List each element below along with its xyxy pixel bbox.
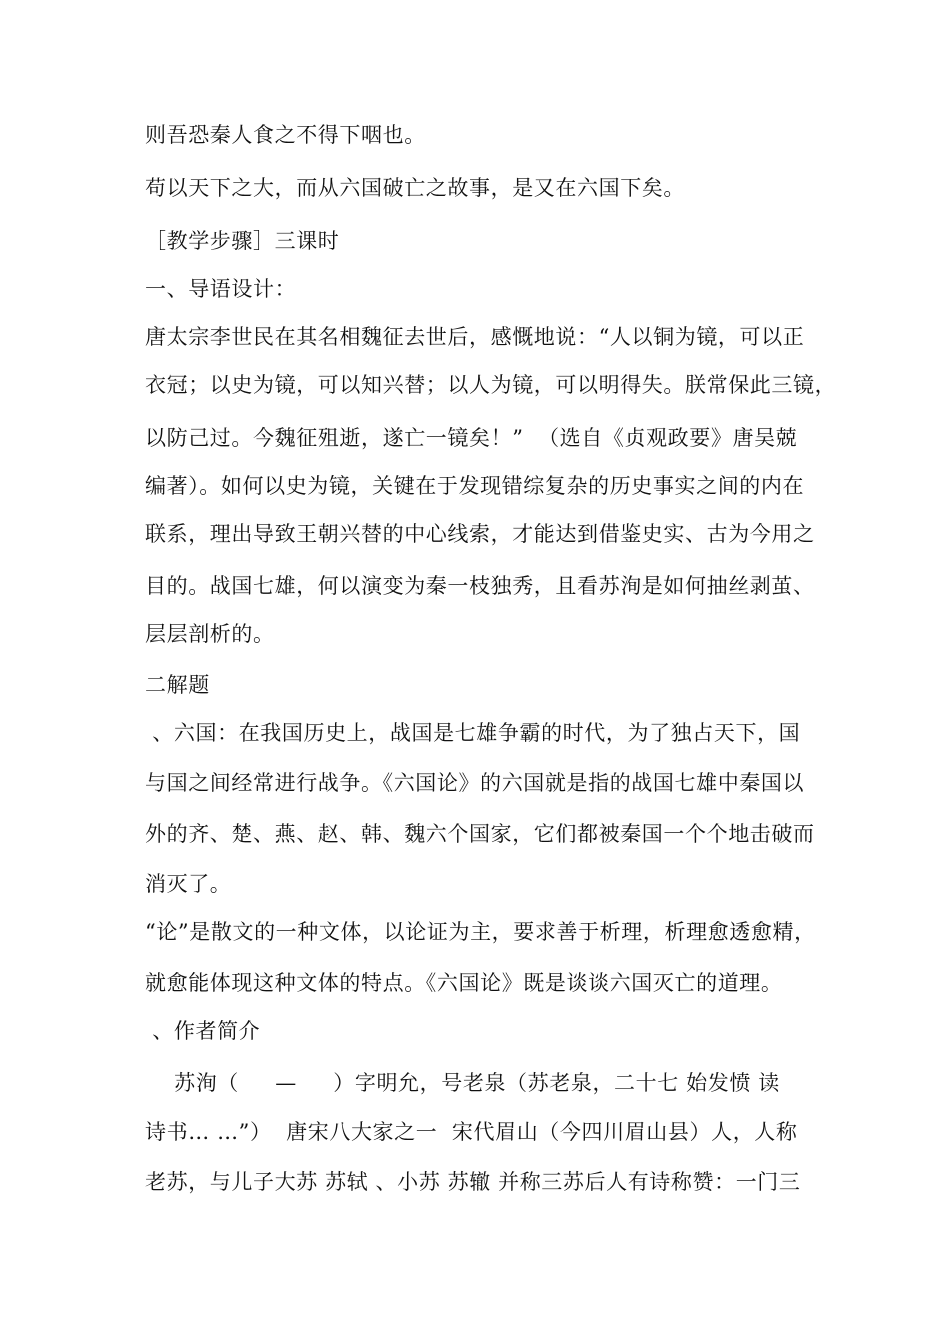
text-line-7: 以防己过。今魏征殂逝，遂亡一镜矣！” （选自《贞观政要》唐吴兢 <box>145 426 798 450</box>
text-line-10: 目的。战国七雄，何以演变为秦一枝独秀，且看苏洵是如何抽丝剥茧、 <box>145 574 815 598</box>
text-line-6: 衣冠；以史为镜，可以知兴替；以人为镜，可以明得失。朕常保此三镜， <box>145 373 837 397</box>
text-line-2: 苟以天下之大，而从六国破亡之故事，是又在六国下矣。 <box>145 176 685 200</box>
text-line-20: 苏洵（ — ）字明允，号老泉（苏老泉，二十七 始发愤 读 <box>145 1071 780 1095</box>
text-line-14: 与国之间经常进行战争。《六国论》的六国就是指的战国七雄中秦国以 <box>145 771 805 795</box>
text-line-18: 就愈能体现这种文体的特点。《六国论》既是谈谈六国灭亡的道理。 <box>145 971 783 995</box>
text-line-4: 一、导语设计： <box>145 277 297 301</box>
text-line-22: 老苏，与儿子大苏 苏轼 、小苏 苏辙 并称三苏后人有诗称赞：一门三 <box>145 1170 801 1194</box>
text-line-11: 层层剖析的。 <box>145 622 275 646</box>
text-line-17: “论”是散文的一种文体，以论证为主，要求善于析理，析理愈透愈精， <box>145 920 816 944</box>
text-line-21: 诗书… …”） 唐宋八大家之一 宋代眉山（今四川眉山县）人，人称 <box>145 1120 798 1144</box>
text-line-1: 则吾恐秦人食之不得下咽也。 <box>145 123 426 147</box>
text-line-19: 、作者简介 <box>145 1019 261 1043</box>
text-line-3: ［教学步骤］三课时 <box>145 229 340 253</box>
text-line-16: 消灭了。 <box>145 872 232 896</box>
text-line-12: 二解题 <box>145 673 210 697</box>
text-line-15: 外的齐、楚、燕、赵、韩、魏六个国家，它们都被秦国一个个地击破而 <box>145 822 815 846</box>
text-line-9: 联系，理出导致王朝兴替的中心线索，才能达到借鉴史实、古为今用之 <box>145 522 815 546</box>
text-line-8: 编著）。如何以史为镜，关键在于发现错综复杂的历史事实之间的内在 <box>145 474 805 498</box>
text-line-13: 、六国：在我国历史上，战国是七雄争霸的时代，为了独占天下，国 <box>145 721 801 745</box>
text-line-5: 唐太宗李世民在其名相魏征去世后，感慨地说：“人以铜为镜，可以正 <box>145 325 805 349</box>
